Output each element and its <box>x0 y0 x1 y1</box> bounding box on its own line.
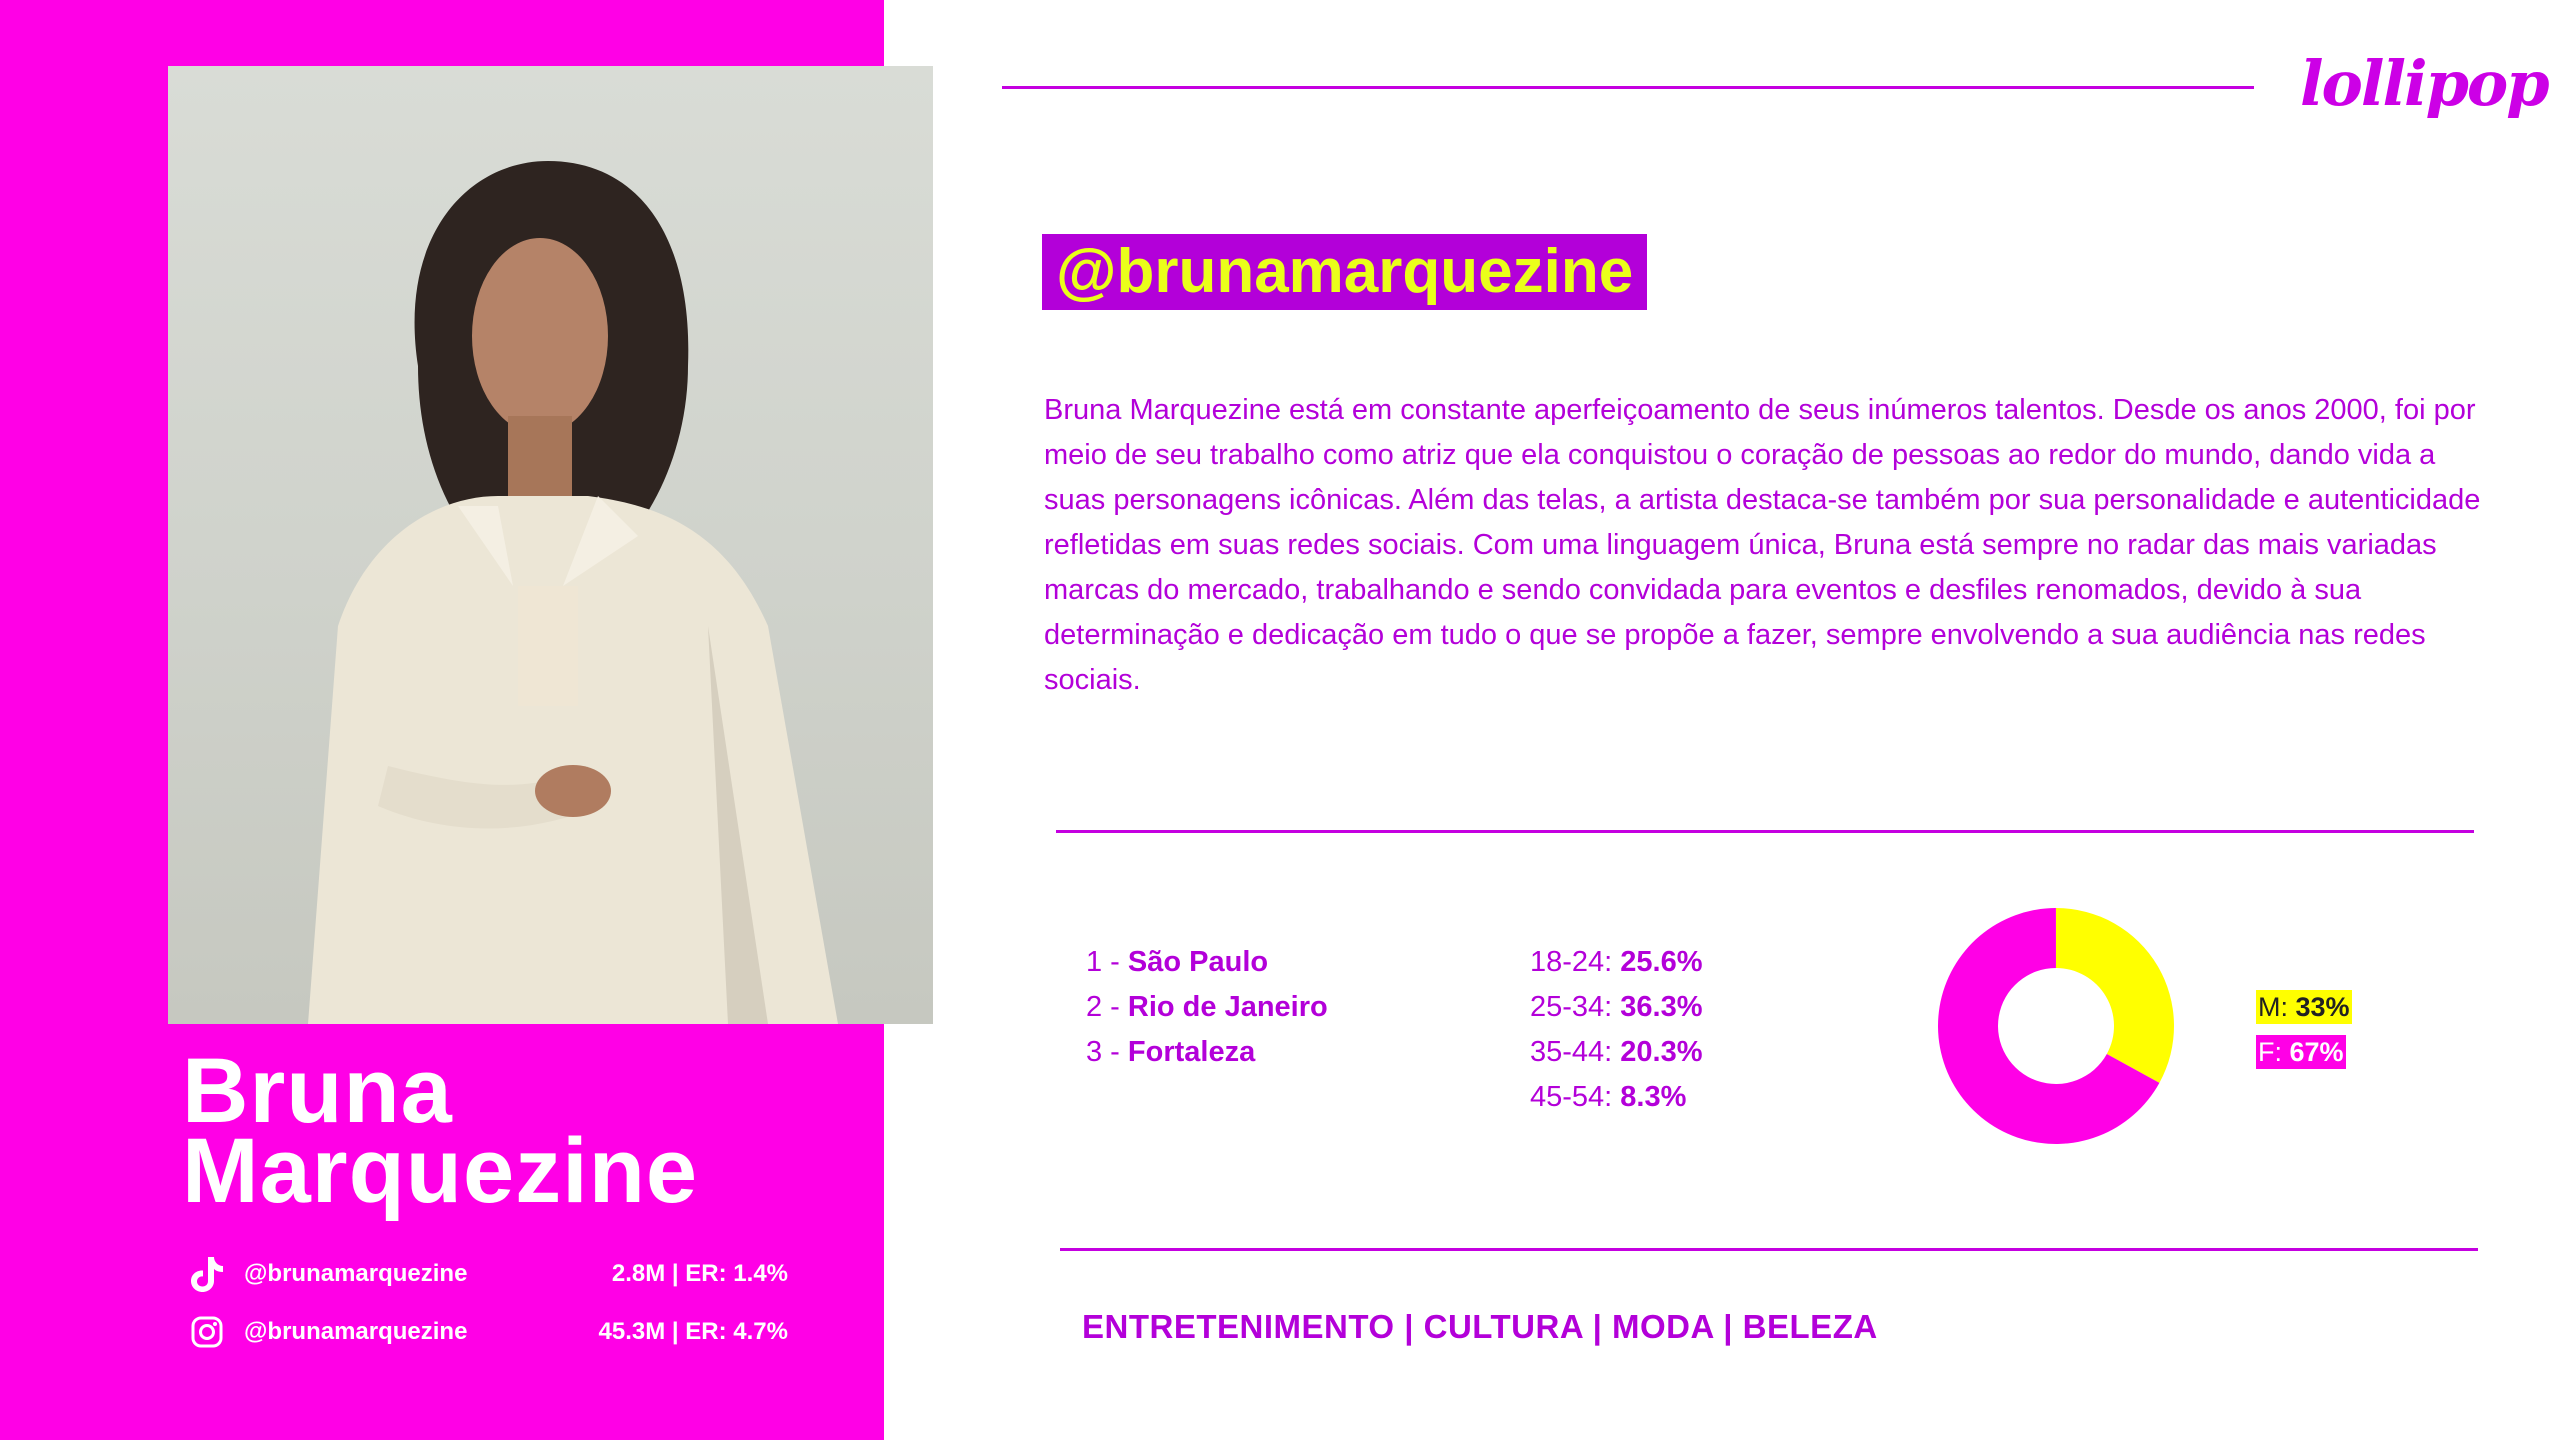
tiktok-stats: 2.8M | ER: 1.4% <box>611 1260 788 1287</box>
age-item: 35-44: 20.3% <box>1530 1036 1703 1068</box>
profile-handle-title: @bruna​marquezine <box>1042 234 1647 310</box>
instagram-row <box>188 1312 788 1352</box>
section-divider-bottom <box>1060 1248 2478 1251</box>
first-name: Bruna <box>182 1040 453 1142</box>
last-name: Marquezine <box>182 1120 699 1222</box>
profile-bio: Bruna Marquezine está em constante aperfeiçoamento de seus inúmeros talentos. Desde os anos 2000, foi por meio de seu trabalho como atriz que ela conquistou o coração de pessoas ao redor do mundo, dando vida a suas personagens icônicas. Além das telas, a artista destaca-se também por sua personalidade e autenticidade refletidas em suas redes sociais. Com uma linguagem única, Bruna está sempre no radar das mais variadas marcas do mercado, trabalhando e sendo convidada para eventos e desfiles renomados, devido à sua determinação e dedicação em tudo o que se propõe a fazer, sempre envolvendo a sua audiência nas redes sociais. <box>1044 394 2481 696</box>
age-item: 45-54: 8.3% <box>1530 1081 1687 1113</box>
instagram-handle: @brunamarquezine <box>244 1318 468 1345</box>
section-divider-top <box>1056 830 2474 833</box>
gender-male-label: M: 33% <box>2258 992 2350 1022</box>
categories-list: ENTRETENIMENTO | CULTURA | MODA | BELEZA <box>1082 1308 1878 1345</box>
age-item: 18-24: 25.6% <box>1530 946 1703 978</box>
age-item: 25-34: 36.3% <box>1530 991 1703 1023</box>
donut-slice-male <box>2056 908 2174 1083</box>
age-range-list <box>1530 940 1703 1120</box>
gender-female-label: F: 67% <box>2258 1037 2344 1067</box>
instagram-stats: 45.3M | ER: 4.7% <box>598 1318 788 1345</box>
city-item: 2 - Rio de Janeiro <box>1086 991 1328 1023</box>
tiktok-handle: @brunamarquezine <box>244 1260 468 1287</box>
city-item: 1 - São Paulo <box>1086 946 1269 978</box>
profile-photo <box>168 66 933 1024</box>
instagram-icon <box>188 1313 226 1351</box>
top-cities-list <box>1086 940 1328 1075</box>
tiktok-icon <box>188 1255 226 1293</box>
lollipop-logo: lollipop <box>2300 47 2548 120</box>
city-item: 3 - Fortaleza <box>1086 1036 1256 1068</box>
gender-donut-chart <box>1936 906 2176 1146</box>
top-divider <box>1002 86 2254 89</box>
tiktok-row <box>188 1254 788 1294</box>
